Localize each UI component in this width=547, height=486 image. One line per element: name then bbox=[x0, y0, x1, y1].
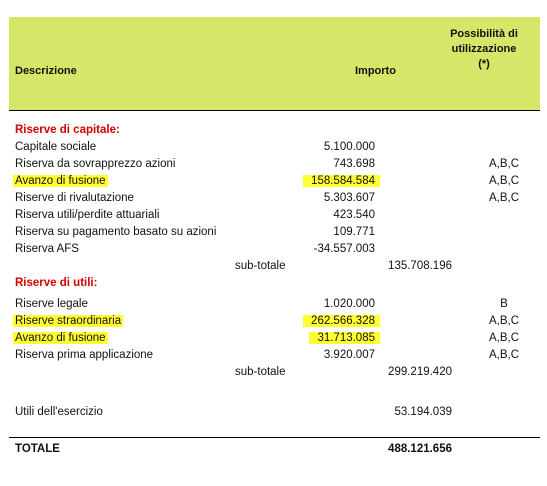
row-poss: A,B,C bbox=[488, 192, 520, 204]
section-utili-title bbox=[9, 276, 540, 293]
row-importo: 423.540 bbox=[333, 209, 375, 221]
row-importo: 5.303.607 bbox=[323, 192, 375, 204]
row-importo: 262.566.328 bbox=[303, 315, 380, 327]
row-importo: 5.100.000 bbox=[323, 141, 375, 153]
table-row bbox=[9, 314, 540, 331]
row-importo: 743.698 bbox=[333, 158, 375, 170]
row-desc: Riserve straordinaria bbox=[15, 315, 122, 327]
section-title: Riserve di utili: bbox=[15, 277, 98, 289]
subtotal-row bbox=[9, 365, 540, 382]
row-importo: 31.713.085 bbox=[309, 332, 380, 344]
header-possibilita bbox=[429, 27, 539, 72]
totale-desc: TOTALE bbox=[15, 443, 60, 455]
table-row bbox=[9, 174, 540, 191]
table-row bbox=[9, 157, 540, 174]
row-desc: Avanzo di fusione bbox=[15, 332, 106, 344]
section-capitale-title bbox=[9, 123, 540, 140]
header-importo: Importo bbox=[355, 65, 396, 77]
header-bottom-rule bbox=[9, 110, 540, 111]
row-desc: Riserva su pagamento basato su azioni bbox=[15, 226, 217, 238]
table-row bbox=[9, 297, 540, 314]
row-poss: B bbox=[500, 298, 508, 310]
esercizio-desc: Utili dell'esercizio bbox=[15, 406, 103, 418]
subtotal-label: sub-totale bbox=[235, 260, 286, 272]
row-importo: 158.584.584 bbox=[303, 175, 380, 187]
subtotal-label: sub-totale bbox=[235, 366, 286, 378]
row-desc: Riserve legale bbox=[15, 298, 88, 310]
row-importo: 3.920.007 bbox=[323, 349, 375, 361]
section-title: Riserve di capitale: bbox=[15, 124, 120, 136]
row-desc: Riserva utili/perdite attuariali bbox=[15, 209, 160, 221]
table-row bbox=[9, 140, 540, 157]
esercizio-value: 53.194.039 bbox=[394, 406, 452, 418]
row-desc: Riserva da sovrapprezzo azioni bbox=[15, 158, 176, 170]
row-importo: 109.771 bbox=[333, 226, 375, 238]
header-possibilita-line3: (*) bbox=[478, 58, 490, 70]
reserves-table bbox=[9, 17, 540, 457]
totale-row bbox=[9, 442, 540, 459]
row-poss: A,B,C bbox=[488, 175, 520, 187]
totale-top-rule bbox=[9, 437, 540, 438]
subtotal-row bbox=[9, 259, 540, 276]
esercizio-row bbox=[9, 405, 540, 422]
table-row bbox=[9, 191, 540, 208]
row-importo: -34.557.003 bbox=[313, 243, 375, 255]
row-poss: A,B,C bbox=[488, 349, 520, 361]
row-poss: A,B,C bbox=[488, 315, 520, 327]
row-poss: A,B,C bbox=[488, 158, 520, 170]
table-row bbox=[9, 348, 540, 365]
row-desc: Riserva prima applicazione bbox=[15, 349, 154, 361]
table-row bbox=[9, 225, 540, 242]
row-desc: Capitale sociale bbox=[15, 141, 97, 153]
subtotal-value: 299.219.420 bbox=[388, 366, 452, 378]
totale-value: 488.121.656 bbox=[388, 443, 452, 455]
header-descrizione: Descrizione bbox=[15, 65, 77, 77]
subtotal-value: 135.708.196 bbox=[388, 260, 452, 272]
row-desc: Avanzo di fusione bbox=[15, 175, 106, 187]
row-importo: 1.020.000 bbox=[323, 298, 375, 310]
table-row bbox=[9, 331, 540, 348]
row-desc: Riserva AFS bbox=[15, 243, 79, 255]
table-row bbox=[9, 208, 540, 225]
table-row bbox=[9, 242, 540, 259]
header-possibilita-line1: Possibilità di bbox=[450, 28, 518, 40]
row-desc: Riserve di rivalutazione bbox=[15, 192, 134, 204]
row-poss: A,B,C bbox=[488, 332, 520, 344]
header-possibilita-line2: utilizzazione bbox=[451, 43, 517, 55]
